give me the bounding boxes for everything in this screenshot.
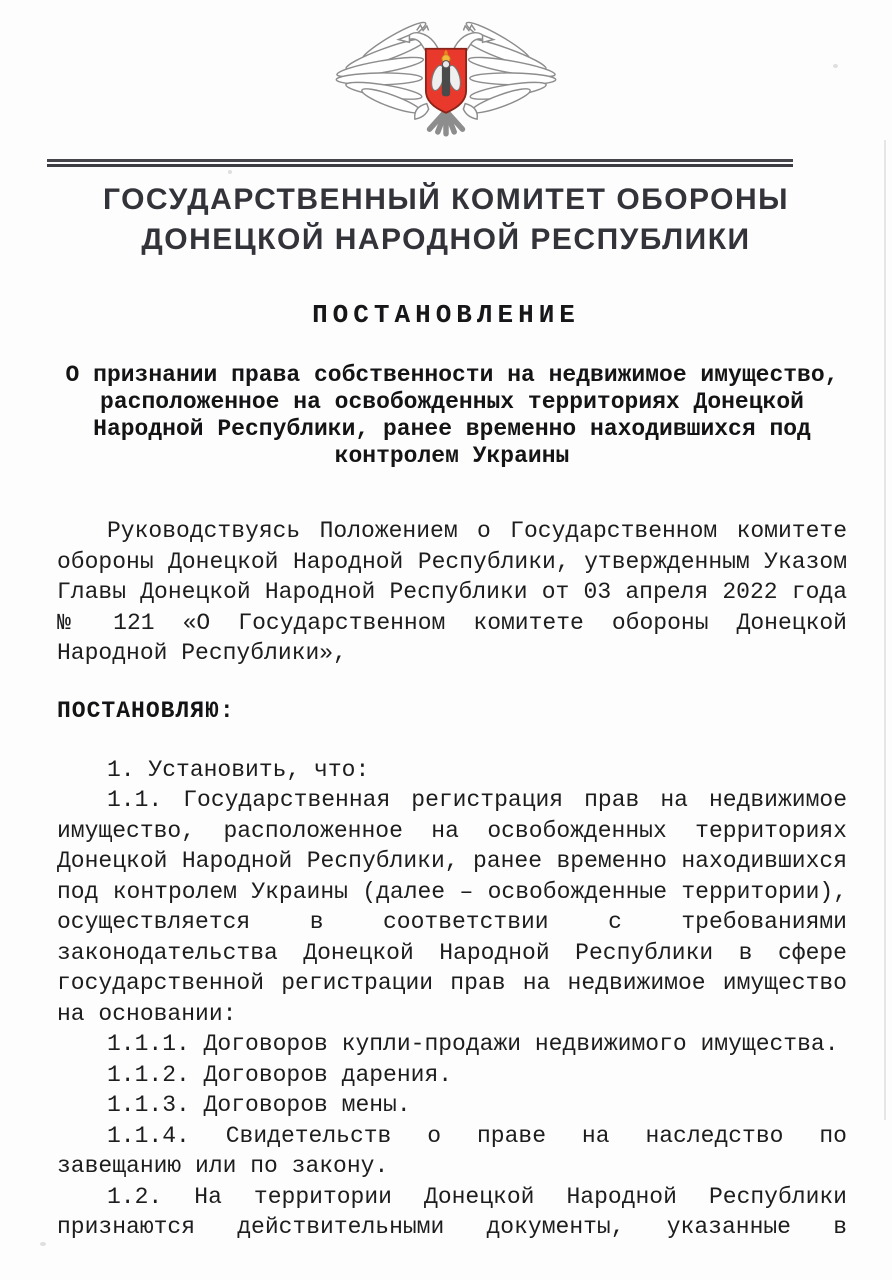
document-body: [57, 362, 847, 1243]
clause-1-2: 1.2. На территории Донецкой Народной Республики признаются действительными документы, указанные в: [57, 1183, 847, 1240]
organization-line-2: ДОНЕЦКОЙ НАРОДНОЙ РЕСПУБЛИКИ: [141, 223, 751, 256]
document-subject: О признании права собственности на недвижимое имущество, расположенное на освобожденных территориях Донецкой Народной Республики, ранее временно находившихся под контролем Украины: [65, 362, 839, 469]
scan-speck: [228, 170, 232, 174]
clause-1-1-3: 1.1.3. Договоров мены.: [107, 1092, 411, 1118]
clause-1-1-4: 1.1.4. Свидетельств о праве на наследство по завещанию или по закону.: [57, 1122, 847, 1179]
scan-speck: [40, 1242, 46, 1246]
rule-bottom-line: [47, 164, 793, 167]
clause-1-1-2: 1.1.2. Договоров дарения.: [107, 1061, 453, 1088]
coat-of-arms: [0, 0, 892, 142]
scan-edge-artifact: [884, 140, 886, 1120]
document-type-title: ПОСТАНОВЛЕНИЕ: [312, 300, 580, 330]
organization-name: [0, 180, 892, 260]
clause-1-1: 1.1. Государственная регистрация прав на недвижимое имущество, расположенное на освобожденных территориях Донецкой Народной Республики, ранее временно находившихся под контролем Украины (далее – освобожденные территории), осуществляется в соответствии с требованиями законодательства Донецкой Народной Республики в сфере государственной регистрации прав на недвижимое имущество на основании:: [57, 787, 847, 1027]
preamble-paragraph: Руководствуясь Положением о Государственном комитете обороны Донецкой Народной Республики, утвержденным Указом Главы Донецкой Народной Республики от 03 апреля 2022 года № 121 «О Государственном комитете обороны Донецкой Народной Республики»,: [57, 518, 847, 666]
clause-1: 1. Установить, что:: [107, 756, 370, 783]
organization-line-1: ГОСУДАРСТВЕННЫЙ КОМИТЕТ ОБОРОНЫ: [102, 183, 790, 216]
resolution-word: ПОСТАНОВЛЯЮ:: [57, 697, 235, 724]
header-double-rule: [47, 159, 793, 167]
double-headed-eagle-icon: [332, 14, 560, 142]
scan-speck: [833, 64, 838, 68]
clause-1-1-1: 1.1.1. Договоров купли-продажи недвижимого имущества.: [107, 1031, 839, 1057]
